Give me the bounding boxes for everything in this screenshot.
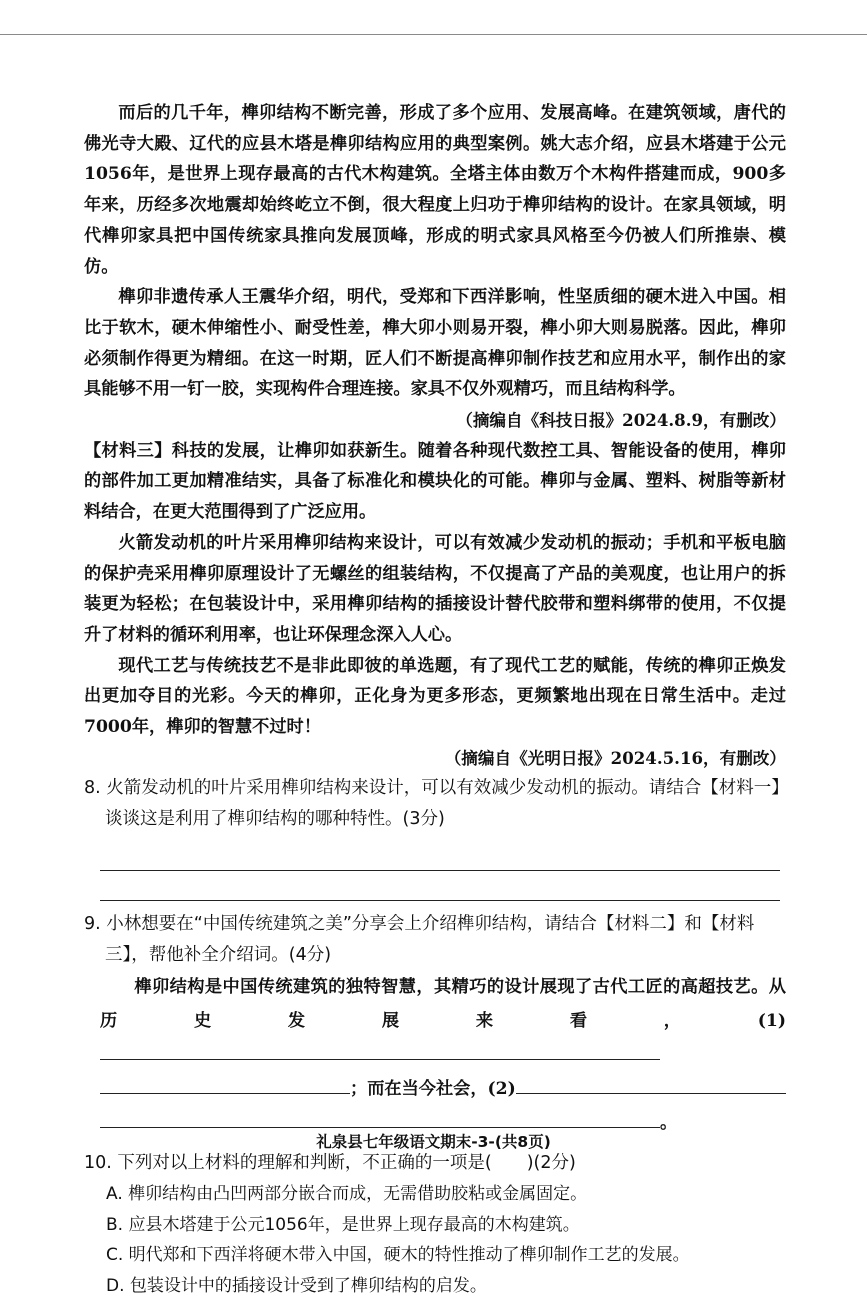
question-9-mid-text: ；而在当今社会，	[350, 1079, 488, 1100]
page-edge-line	[0, 34, 867, 35]
material3-paragraph-3: 现代工艺与传统技艺不是非此即彼的单选题，有了现代工艺的赋能，传统的榫卯正焕发出更加夺目的光彩。今天的榫卯，正化身为更多形态，更频繁地出现在日常生活中。走过7000年，榫卯的智慧不过时！	[84, 655, 786, 738]
option-c[interactable]: C. 明代郑和下西洋将硬木带入中国，硬木的特性推动了榫卯制作工艺的发展。	[106, 1245, 690, 1266]
question-10	[84, 1148, 786, 1302]
exam-page	[84, 98, 786, 1302]
material2-paragraph-2: 榫卯非遗传承人王震华介绍，明代，受郑和下西洋影响，性坚质细的硬木进入中国。相比于软木，硬木伸缩性小、耐受性差，榫大卯小则易开裂，榫小卯大则易脱落。因此，榫卯必须制作得更为精细。在这一时期，匠人们不断提高榫卯制作技艺和应用水平，制作出的家具能够不用一钉一胶，实现构件合理连接。家具不仅外观精巧，而且结构科学。	[84, 287, 786, 400]
option-d[interactable]: D. 包装设计中的插接设计受到了榫卯结构的启发。	[106, 1276, 487, 1297]
question-10-text: 10. 下列对以上材料的理解和判断，不正确的一项是( )(2分)	[84, 1153, 576, 1174]
page-footer: 礼泉县七年级语文期末-3-(共8页)	[316, 1133, 551, 1151]
material2-source: （摘编自《科技日报》2024.8.9，有删改）	[456, 410, 786, 431]
blank-1-label: (1)	[757, 1011, 786, 1032]
blank-2-label: (2)	[487, 1079, 516, 1100]
material2-paragraph-1: 而后的几千年，榫卯结构不断完善，形成了多个应用、发展高峰。在建筑领域，唐代的佛光寺大殿、辽代的应县木塔是榫卯结构应用的典型案例。姚大志介绍，应县木塔建于公元1056年，是世界上现存最高的古代木构建筑。全塔主体由数万个木构件搭建而成，900多年来，历经多次地震却始终屹立不倒，很大程度上归功于榫卯结构的设计。在家具领域，明代榫卯家具把中国传统家具推向发展顶峰，形成的明式家具风格至今仍被人们所推崇、模仿。	[84, 103, 786, 277]
question-9-intro-text: 榫卯结构是中国传统建筑的独特智慧，其精巧的设计展现了古代工匠的高超技艺。从历史发展来看，	[100, 977, 786, 1032]
option-b[interactable]: B. 应县木塔建于公元1056年，是世界上现存最高的木构建筑。	[106, 1214, 580, 1235]
material3-source: （摘编自《光明日报》2024.5.16，有删改）	[444, 747, 786, 768]
question-8	[84, 773, 786, 900]
answer-blank-1-continued[interactable]	[100, 1075, 350, 1094]
question-9-text: 9. 小林想要在“中国传统建筑之美”分享会上介绍榫卯结构，请结合【材料二】和【材料三】，帮他补全介绍词。(4分)	[84, 913, 755, 965]
question-9-intro	[84, 970, 786, 1072]
material3-paragraph-2: 火箭发动机的叶片采用榫卯结构来设计，可以有效减少发动机的振动；手机和平板电脑的保护壳采用榫卯原理设计了无螺丝的组装结构，不仅提高了产品的美观度，也让用户的拆装更为轻松；在包装设计中，采用榫卯结构的插接设计替代胶带和塑料绑带的使用，不仅提升了材料的循环利用率，也让环保理念深入人心。	[84, 532, 786, 645]
material3-paragraph-1: 【材料三】科技的发展，让榫卯如获新生。随着各种现代数控工具、智能设备的使用，榫卯的部件加工更加精准结实，具备了标准化和模块化的可能。榫卯与金属、塑料、树脂等新材料结合，在更大范围得到了广泛应用。	[84, 440, 786, 523]
answer-blank-2-continued[interactable]	[100, 1109, 660, 1128]
question-9-continue	[84, 1072, 786, 1106]
answer-blank-1[interactable]	[100, 1041, 660, 1060]
answer-blank-2[interactable]	[516, 1075, 786, 1094]
answer-line[interactable]	[100, 870, 780, 871]
option-a[interactable]: A. 榫卯结构由凸凹两部分嵌合而成，无需借助胶粘或金属固定。	[106, 1183, 588, 1204]
answer-line[interactable]	[100, 900, 780, 901]
question-9-end-mark: 。	[660, 1113, 678, 1134]
question-9	[84, 909, 786, 1140]
question-8-text: 8. 火箭发动机的叶片采用榫卯结构来设计，可以有效减少发动机的振动。请结合【材料一】谈谈这是利用了榫卯结构的哪种特性。(3分)	[84, 778, 781, 830]
